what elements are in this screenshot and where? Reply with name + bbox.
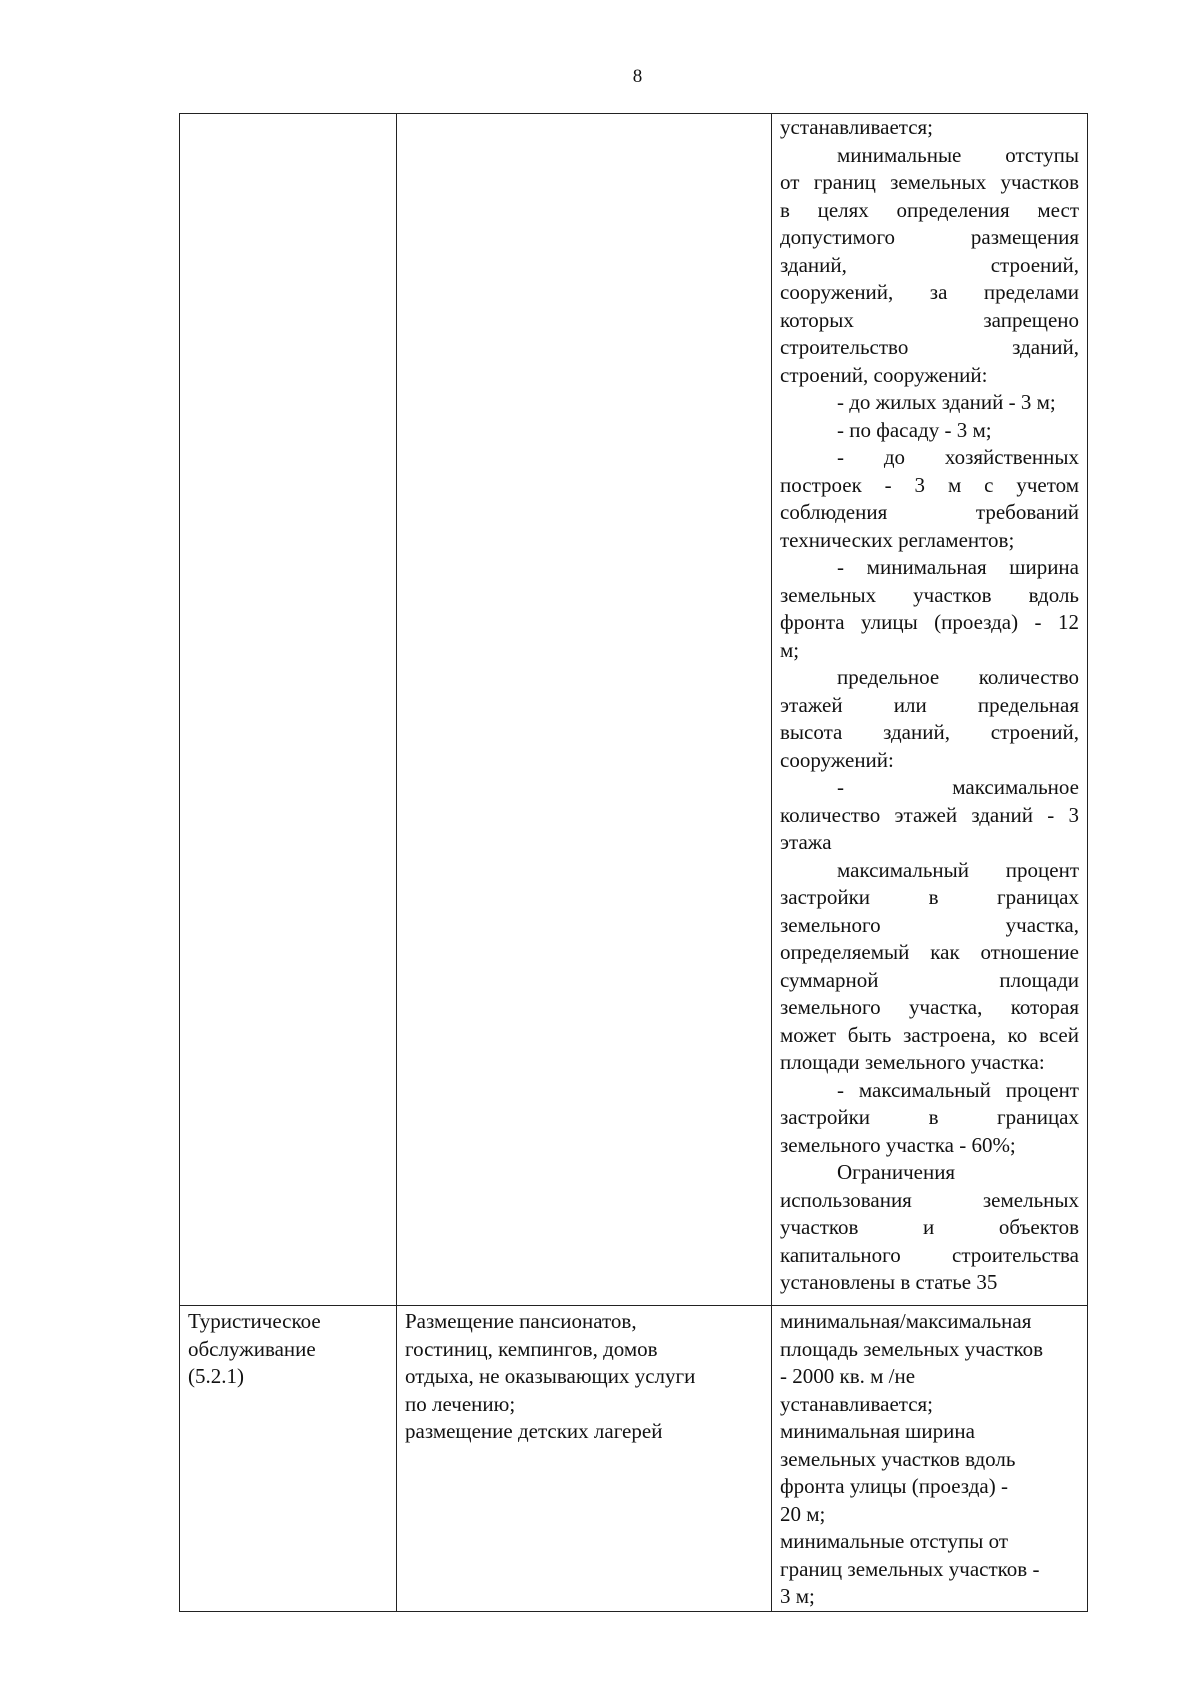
text-line: суммарной площади	[780, 967, 1079, 992]
text-line: м;	[780, 637, 800, 662]
text-line: которых запрещено	[780, 307, 1079, 332]
text-line: (5.2.1)	[188, 1364, 244, 1388]
text-line: обслуживание	[188, 1336, 316, 1361]
text-line: фронта улицы (проезда) - 12	[780, 610, 1079, 634]
text-line: предельное количество	[837, 665, 1079, 689]
text-line: сооружений, за пределами	[780, 280, 1079, 304]
text-line: - максимальный процент	[837, 1077, 1079, 1102]
use-description-text	[405, 1308, 763, 1446]
text-line: размещение детских лагерей	[405, 1419, 663, 1443]
table-row	[180, 1306, 1088, 1612]
text-line: участков и объектов	[780, 1215, 1079, 1239]
text-line: может быть застроена, ко всей	[780, 1022, 1079, 1047]
text-line: - минимальная ширина	[837, 555, 1079, 579]
text-line: - до хозяйственных	[837, 445, 1079, 469]
text-line: - до жилых зданий - 3 м;	[837, 390, 1056, 414]
page-number: 8	[632, 66, 643, 87]
text-line: по лечению;	[405, 1391, 516, 1416]
parameters-cell	[772, 114, 1088, 1306]
text-line: земельного участка - 60%;	[780, 1132, 1016, 1157]
text-line: 20 м;	[780, 1501, 826, 1526]
text-line: Туристическое	[188, 1309, 321, 1333]
parameters-text	[780, 114, 1079, 1297]
text-line: капитального строительства	[780, 1242, 1079, 1267]
text-line: зданий, строений,	[780, 252, 1079, 277]
text-line: максимальный процент	[837, 857, 1079, 882]
text-line: застройки в границах	[780, 885, 1079, 909]
regulations-table	[179, 113, 1088, 1612]
text-line: - по фасаду - 3 м;	[837, 417, 992, 442]
text-line: отдыха, не оказывающих услуги	[405, 1364, 696, 1388]
text-line: земельного участка,	[780, 912, 1079, 937]
text-line: застройки в границах	[780, 1105, 1079, 1129]
text-line: минимальные отступы от	[780, 1529, 1009, 1553]
text-line: установлены в статье 35	[780, 1270, 998, 1294]
text-line: строительство зданий,	[780, 335, 1079, 359]
text-line: строений, сооружений:	[780, 362, 988, 387]
text-line: земельного участка, которая	[780, 995, 1079, 1019]
text-line: высота зданий, строений,	[780, 720, 1079, 744]
text-line: Ограничения	[837, 1160, 956, 1184]
text-line: 3 м;	[780, 1584, 815, 1608]
use-type-text	[188, 1308, 388, 1391]
text-line: земельных участков вдоль	[780, 582, 1079, 607]
table-row	[180, 114, 1088, 1306]
text-line: фронта улицы (проезда) -	[780, 1474, 1008, 1498]
text-line: построек - 3 м с учетом	[780, 472, 1079, 497]
text-line: соблюдения требований	[780, 500, 1079, 524]
text-line: - 2000 кв. м /не	[780, 1364, 916, 1388]
use-type-cell	[180, 114, 397, 1306]
text-line: площади земельного участка:	[780, 1050, 1045, 1074]
text-line: Размещение пансионатов,	[405, 1309, 637, 1333]
text-line: земельных участков вдоль	[780, 1446, 1016, 1471]
text-line: сооружений:	[780, 747, 894, 772]
text-line: минимальная/максимальная	[780, 1309, 1032, 1333]
parameters-text	[780, 1308, 1079, 1611]
use-description-cell	[397, 1306, 772, 1612]
text-line: - максимальное	[837, 775, 1079, 799]
text-line: определяемый как отношение	[780, 940, 1079, 964]
text-line: площадь земельных участков	[780, 1336, 1044, 1361]
text-line: минимальные отступы	[837, 142, 1079, 167]
text-line: этажа	[780, 830, 832, 854]
text-line: использования земельных	[780, 1187, 1079, 1212]
text-line: минимальная ширина	[780, 1419, 975, 1443]
text-line: в целях определения мест	[780, 197, 1079, 222]
text-line: количество этажей зданий - 3	[780, 802, 1079, 827]
text-line: от границ земельных участков	[780, 170, 1079, 194]
parameters-cell	[772, 1306, 1088, 1612]
text-line: допустимого размещения	[780, 225, 1079, 249]
text-line: устанавливается;	[780, 115, 934, 139]
text-line: устанавливается;	[780, 1391, 934, 1416]
text-line: технических регламентов;	[780, 527, 1015, 552]
text-line: гостиниц, кемпингов, домов	[405, 1336, 658, 1361]
text-line: этажей или предельная	[780, 692, 1079, 717]
use-type-cell	[180, 1306, 397, 1612]
use-description-cell	[397, 114, 772, 1306]
text-line: границ земельных участков -	[780, 1556, 1040, 1581]
